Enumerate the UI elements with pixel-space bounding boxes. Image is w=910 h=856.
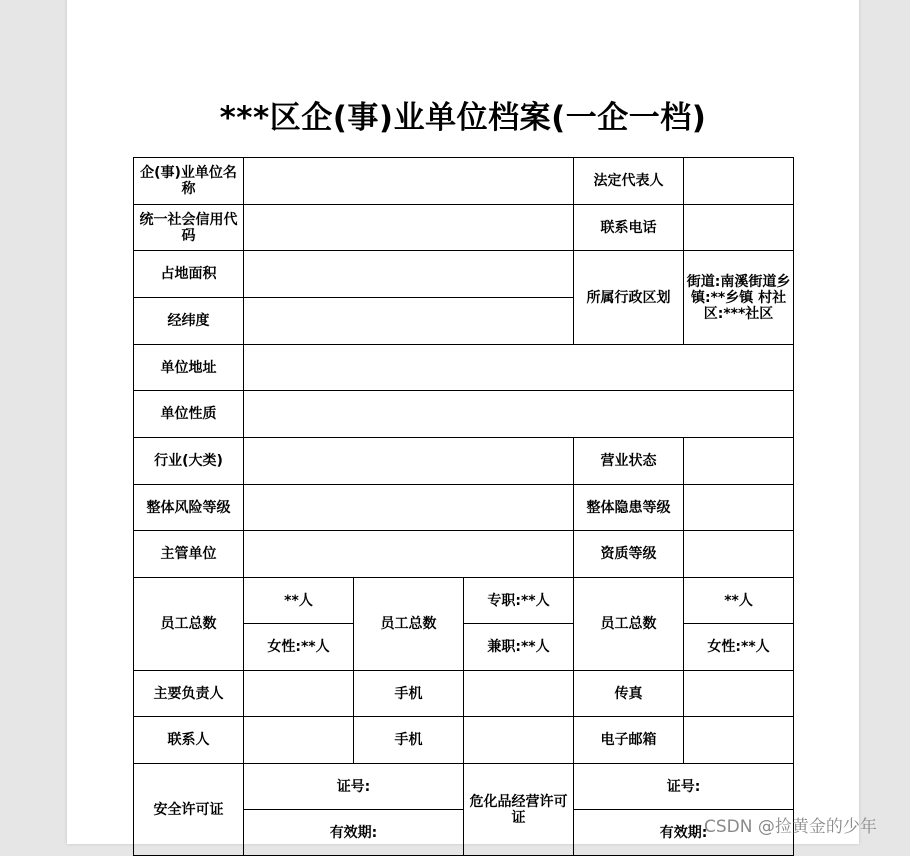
value-admin-division: 街道:南溪街道乡镇:**乡镇 村社区:***社区 <box>684 251 794 345</box>
field-supervisor[interactable] <box>244 531 574 578</box>
label-safety-license: 安全许可证 <box>134 764 244 856</box>
label-risk-level: 整体风险等级 <box>134 485 244 531</box>
value-emp-female-3: 女性:**人 <box>684 624 794 671</box>
label-fax: 传真 <box>574 671 684 717</box>
field-mobile-2[interactable] <box>464 717 574 764</box>
label-business-status: 营业状态 <box>574 438 684 485</box>
field-credit-code[interactable] <box>244 205 574 251</box>
label-email: 电子邮箱 <box>574 717 684 764</box>
label-legal-rep: 法定代表人 <box>574 158 684 205</box>
field-unit-name[interactable] <box>244 158 574 205</box>
field-mobile-1[interactable] <box>464 671 574 717</box>
label-employees-1: 员工总数 <box>134 578 244 671</box>
label-mobile-2: 手机 <box>354 717 464 764</box>
field-risk-level[interactable] <box>244 485 574 531</box>
field-industry[interactable] <box>244 438 574 485</box>
field-principal[interactable] <box>244 671 354 717</box>
csdn-watermark: CSDN @捡黄金的少年 <box>704 817 877 837</box>
label-phone: 联系电话 <box>574 205 684 251</box>
field-lat-lng[interactable] <box>244 298 574 345</box>
label-employees-3: 员工总数 <box>574 578 684 671</box>
field-legal-rep[interactable] <box>684 158 794 205</box>
label-supervisor: 主管单位 <box>134 531 244 578</box>
field-phone[interactable] <box>684 205 794 251</box>
label-industry: 行业(大类) <box>134 438 244 485</box>
field-nature[interactable] <box>244 391 794 438</box>
value-emp-female-1: 女性:**人 <box>244 624 354 671</box>
field-qualification[interactable] <box>684 531 794 578</box>
label-cert-no-1: 证号: <box>244 764 464 810</box>
label-qualification: 资质等级 <box>574 531 684 578</box>
label-employees-2: 员工总数 <box>354 578 464 671</box>
field-business-status[interactable] <box>684 438 794 485</box>
label-hazchem-license: 危化品经营许可证 <box>464 764 574 856</box>
document-page <box>67 0 859 844</box>
value-emp-fulltime: 专职:**人 <box>464 578 574 624</box>
label-valid-2: 有效期: <box>574 810 794 856</box>
label-contact: 联系人 <box>134 717 244 764</box>
label-area: 占地面积 <box>134 251 244 298</box>
label-admin-division: 所属行政区划 <box>574 251 684 345</box>
field-address[interactable] <box>244 345 794 391</box>
value-emp-total-3: **人 <box>684 578 794 624</box>
label-nature: 单位性质 <box>134 391 244 438</box>
label-unit-name: 企(事)业单位名称 <box>134 158 244 205</box>
label-cert-no-2: 证号: <box>574 764 794 810</box>
field-area[interactable] <box>244 251 574 298</box>
value-emp-parttime: 兼职:**人 <box>464 624 574 671</box>
label-lat-lng: 经纬度 <box>134 298 244 345</box>
label-mobile-1: 手机 <box>354 671 464 717</box>
label-hazard-level: 整体隐患等级 <box>574 485 684 531</box>
document-title: ***区企(事)业单位档案(一企一档) <box>219 100 707 136</box>
field-email[interactable] <box>684 717 794 764</box>
field-fax[interactable] <box>684 671 794 717</box>
label-principal: 主要负责人 <box>134 671 244 717</box>
field-hazard-level[interactable] <box>684 485 794 531</box>
enterprise-archive-form <box>133 157 794 856</box>
value-emp-total-1: **人 <box>244 578 354 624</box>
label-address: 单位地址 <box>134 345 244 391</box>
label-credit-code: 统一社会信用代码 <box>134 205 244 251</box>
field-contact[interactable] <box>244 717 354 764</box>
label-valid-1: 有效期: <box>244 810 464 856</box>
